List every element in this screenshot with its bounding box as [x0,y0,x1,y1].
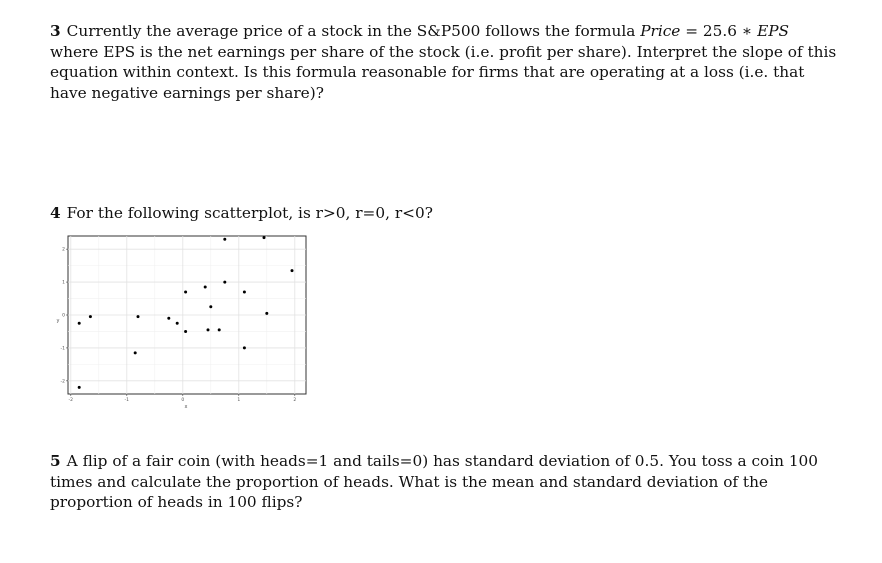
y-tick-label: 2 [62,247,65,253]
y-axis-label: y [56,318,60,324]
scatter-point [134,351,137,354]
scatter-point [89,315,92,318]
question-number: 4 [50,204,61,222]
question-text: A flip of a fair coin (with heads=1 and tails=0) has standard deviation of 0.5. You toss a coin 100 times and calculate the proportion of heads. What is the mean and standard deviation of the proportion of heads in 100 flips? [50,452,819,511]
question-number: 5 [50,452,61,470]
scatter-point [291,269,294,272]
scatter-point [243,290,246,293]
scatter-point [223,281,226,284]
x-tick-label: 0 [181,398,185,403]
scatter-point [176,322,179,325]
scatter-point [223,238,226,241]
scatter-point [167,317,170,320]
question-5 [50,451,840,513]
x-tick-label: -1 [124,398,130,403]
scatter-point [209,305,212,308]
math-price: Price [640,22,681,40]
scatter-point [218,328,221,331]
x-tick-label: -2 [68,398,74,403]
y-tick-label: -2 [60,379,65,385]
scatter-point [263,236,266,239]
question-text: For the following scatterplot, is r>0, r=0, r<0? [66,204,433,222]
x-axis-label: x [184,404,188,410]
question-4 [50,203,840,224]
x-tick-label: 2 [293,398,297,403]
y-tick-label: 1 [62,280,65,286]
math-operator: = 25.6 ∗ [680,22,758,40]
y-tick-label: 0 [62,313,65,319]
scatter-point [265,312,268,315]
y-tick-label: -1 [60,346,65,352]
math-eps: EPS [757,22,790,40]
question-text-continued: where EPS is the net earnings per share of the stock (i.e. profit per share). Interpret the slope of this equation within context. Is this formula reasonable for firms that are operating at a loss (i.e. that have negative earnings per share)? [50,42,837,102]
scatter-point [78,386,81,389]
x-tick-label: 1 [237,398,241,403]
scatterplot [56,232,311,412]
question-text: Currently the average price of a stock in the S&P500 follows the formula [66,22,641,40]
scatter-point [184,330,187,333]
scatter-point [137,315,140,318]
question-number: 3 [50,22,61,40]
scatter-point [207,328,210,331]
scatter-point [184,290,187,293]
scatter-point [204,286,207,289]
scatter-point [78,322,81,325]
question-3 [50,21,840,103]
scatter-point [243,346,246,349]
